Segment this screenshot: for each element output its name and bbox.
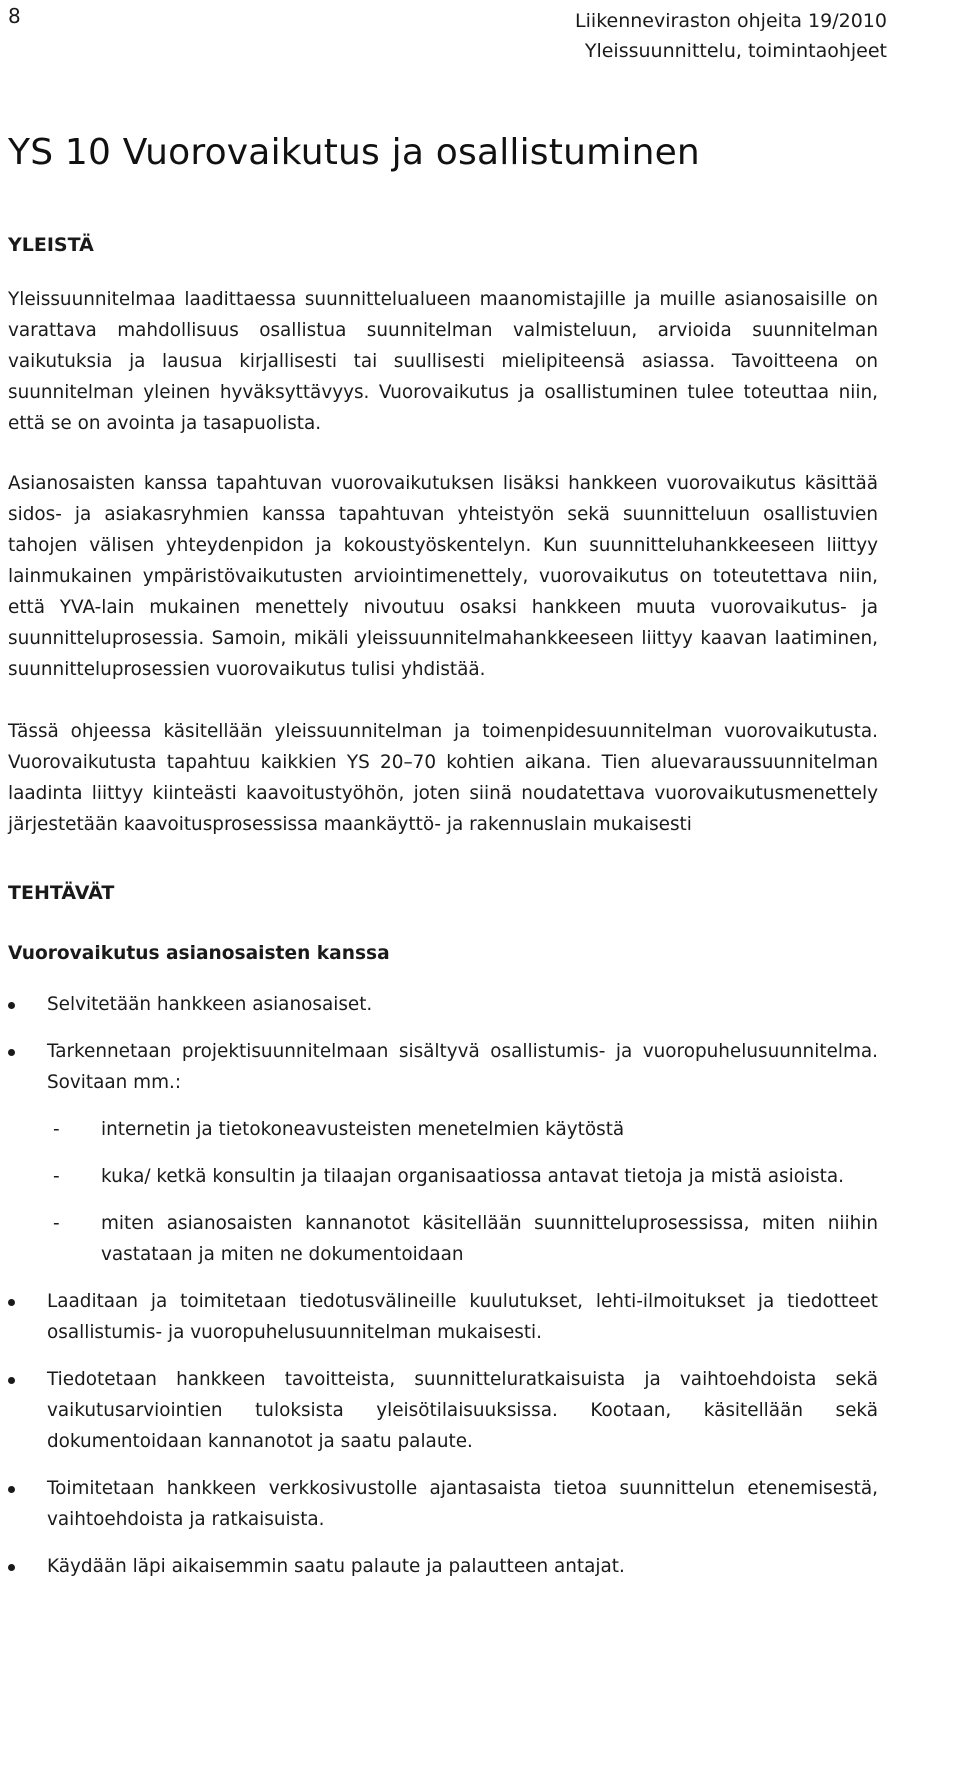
dash-marker: - xyxy=(53,1213,60,1234)
bullet-icon xyxy=(8,1049,15,1056)
paragraph-scope: Tässä ohjeessa käsitellään yleissuunnitelman ja toimenpidesuunnitelman vuorovaikutusta. Vuorovaikutusta tapahtuu kaikkien YS 20–70 kohtien aikana. Tien aluevaraussuunnitelman laadinta liittyy kiinteästi kaavoitustyöhön, joten siinä noudatettava vuorovaikutusmenettely järjestetään kaavoitusprosessissa maankäyttö- ja rakennuslain mukaisesti xyxy=(8,721,878,835)
list-item: Tarkennetaan projektisuunnitelmaan sisältyvä osallistumis- ja vuoropuhelusuunnitelma. Sovitaan mm.: - internetin ja tietokoneavusteisten menetelmien käytöstä - kuka/ ketkä konsultin ja tilaajan organisaatiossa antavat tietoja ja mistä asioista. - miten asianosaisten kannanotot käsitellään suunnitteluprosessissa, miten niihin vastataan ja miten ne dokumentoidaan xyxy=(8,1036,878,1270)
subheading-stakeholder-interaction: Vuorovaikutus asianosaisten kanssa xyxy=(8,943,390,964)
running-header xyxy=(575,6,887,66)
page-title: YS 10 Vuorovaikutus ja osallistuminen xyxy=(8,132,700,173)
publication-label: Liikenneviraston ohjeita 19/2010 xyxy=(575,10,887,32)
bullet-icon xyxy=(8,1486,15,1493)
document-body xyxy=(8,230,878,1598)
paragraph-stakeholders: Asianosaisten kanssa tapahtuvan vuorovaikutuksen lisäksi hankkeen vuorovaikutus käsittää sidos- ja asiakasryhmien kanssa tapahtuvan yhteistyön sekä suunnitteluun osallistuvien tahojen välisen yhteydenpidon ja kokoustyöskentelyn. Kun suunnitteluhankkeeseen liittyy lainmukainen ympäristövaikutusten arviointimenettely, vuorovaikutus on toteutettava niin, että YVA-lain mukainen menettely nivoutuu osaksi hankkeen muuta vuorovaikutus- ja suunnitteluprosessia. Samoin, mikäli yleissuunnitelmahankkeeseen liittyy kaavan laatiminen, suunnitteluprosessien vuorovaikutus tulisi yhdistää. xyxy=(8,473,878,680)
bullet-icon xyxy=(8,1564,15,1571)
bullet-icon xyxy=(8,1299,15,1306)
section-heading-tasks: TEHTÄVÄT xyxy=(8,882,115,904)
paragraph-intro: Yleissuunnitelmaa laadittaessa suunnittelualueen maanomistajille ja muille asianosaisille on varattava mahdollisuus osallistua suunnitelman valmisteluun, arvioida suunnitelman vaikutuksia ja lausua kirjallisesti tai suullisesti mielipiteensä asiassa. Tavoitteena on suunnitelman yleinen hyväksyttävyys. Vuorovaikutus ja osallistuminen tulee toteuttaa niin, että se on avointa ja tasapuolista. xyxy=(8,289,878,434)
document-subtitle: Yleissuunnittelu, toimintaohjeet xyxy=(584,40,887,62)
sub-list-item: - internetin ja tietokoneavusteisten menetelmien käytöstä xyxy=(47,1114,878,1145)
sub-list-item: - kuka/ ketkä konsultin ja tilaajan organisaatiossa antavat tietoja ja mistä asioista. xyxy=(47,1161,878,1192)
dash-marker: - xyxy=(53,1119,60,1140)
page-number: 8 xyxy=(8,4,21,28)
sub-list xyxy=(47,1114,878,1270)
list-item: Toimitetaan hankkeen verkkosivustolle ajantasaista tietoa suunnittelun etenemisestä, vaihtoehdoista ja ratkaisuista. xyxy=(8,1473,878,1535)
dash-marker: - xyxy=(53,1166,60,1187)
list-item: Käydään läpi aikaisemmin saatu palaute ja palautteen antajat. xyxy=(8,1551,878,1582)
sub-list-item: - miten asianosaisten kannanotot käsitellään suunnitteluprosessissa, miten niihin vastataan ja miten ne dokumentoidaan xyxy=(47,1208,878,1270)
list-item: Laaditaan ja toimitetaan tiedotusvälineille kuulutukset, lehti-ilmoitukset ja tiedotteet osallistumis- ja vuoropuhelusuunnitelman mukaisesti. xyxy=(8,1286,878,1348)
bullet-icon xyxy=(8,1377,15,1384)
bullet-icon xyxy=(8,1002,15,1009)
section-heading-general: YLEISTÄ xyxy=(8,234,94,256)
task-list xyxy=(8,989,878,1582)
list-item: Selvitetään hankkeen asianosaiset. xyxy=(8,989,878,1020)
list-item: Tiedotetaan hankkeen tavoitteista, suunnitteluratkaisuista ja vaihtoehdoista sekä vaikutusarviointien tuloksista yleisötilaisuuksissa. Kootaan, käsitellään sekä dokumentoidaan kannanotot ja saatu palaute. xyxy=(8,1364,878,1457)
